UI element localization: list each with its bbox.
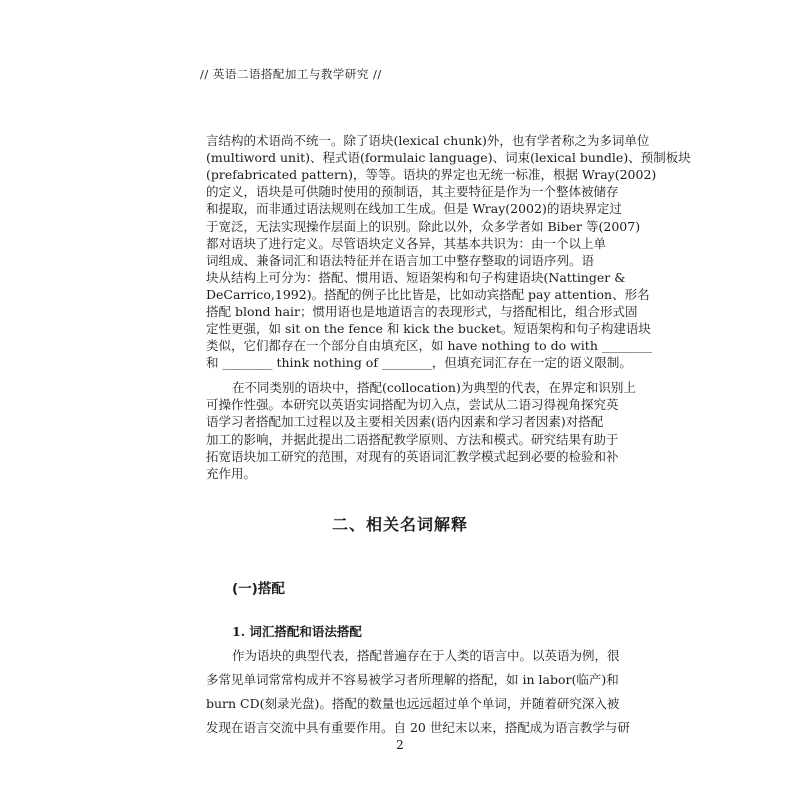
- paragraph-1-line: DeCarrico,1992)。搭配的例子比比皆是，比如动宾搭配 pay attention、形名: [206, 286, 650, 302]
- paragraph-1-line: 定性更强，如 sit on the fence 和 kick the bucket。短语架构和句子构建语块: [206, 321, 651, 337]
- paragraph-2-line: 充作用。: [206, 466, 257, 481]
- paragraph-1-line: 搭配 blond hair；惯用语也是地道语言的表现形式，与搭配相比，组合形式固: [206, 304, 638, 319]
- paragraph-1-line: 和提取，而非通过语法规则在线加工生成。但是 Wray(2002)的语块界定过: [206, 201, 622, 217]
- paragraph-1-line: 的定义，语块是可供随时使用的预制语，其主要特征是作为一个整体被储存: [206, 184, 619, 200]
- paragraph-1-line: 言结构的术语尚不统一。除了语块(lexical chunk)外，也有学者称之为多词单位: [206, 133, 650, 148]
- paragraph-2-line: 加工的影响，并据此提出二语搭配教学原则、方法和模式。研究结果有助于: [206, 431, 619, 447]
- paragraph-1-line: 和 ________ think nothing of ________，但填充词汇存在一定的语义限制。: [206, 355, 632, 371]
- paragraph-1-line: 都对语块了进行定义。尽管语块定义各异，其基本共识为：由一个以上单: [206, 235, 607, 251]
- paragraph-1-line: (multiword unit)、程式语(formulaic language)、词束(lexical bundle)、预制板块: [206, 150, 691, 166]
- paragraph-1-line: 词组成、兼备词汇和语法特征并在语言加工中整存整取的词语序列。语: [206, 252, 594, 268]
- paragraph-3-line: 发现在语言交流中具有重要作用。自 20 世纪末以来，搭配成为语言教学与研: [206, 720, 630, 735]
- paragraph-2-line: 语学习者搭配加工过程以及主要相关因素(语内因素和学习者因素)对搭配: [206, 414, 604, 430]
- paragraph-2-line: 可操作性强。本研究以英语实词搭配为切入点，尝试从二语习得视角探究英: [206, 397, 619, 413]
- running-header: // 英语二语搭配加工与教学研究 //: [200, 67, 382, 81]
- paragraph-3-line: 多常见单词常常构成并不容易被学习者所理解的搭配，如 in labor(临产)和: [206, 672, 619, 687]
- subsection-title: (一)搭配: [232, 581, 285, 597]
- paragraph-2-first-line: 在不同类别的语块中，搭配(collocation)为典型的代表，在界定和识别上: [232, 380, 636, 395]
- page-number: 2: [396, 738, 404, 752]
- section-title: 二、相关名词解释: [331, 515, 468, 534]
- paragraph-1-line: (prefabricated pattern)，等等。语块的界定也无统一标准，根据 Wray(2002): [206, 167, 657, 183]
- paragraph-3-line: 作为语块的典型代表，搭配普遍存在于人类的语言中。以英语为例，很: [232, 648, 620, 663]
- paragraph-2-line: 拓宽语块加工研究的范围，对现有的英语词汇教学模式起到必要的检验和补: [206, 448, 619, 464]
- paragraph-1-line: 于宽泛，无法实现操作层面上的识别。除此以外，众多学者如 Biber 等(2007): [206, 218, 641, 234]
- paragraph-3-line: burn CD(刻录光盘)。搭配的数量也远远超过单个单词，并随着研究深入被: [206, 696, 620, 711]
- subsubsection-title: 1. 词汇搭配和语法搭配: [232, 624, 362, 639]
- paragraph-1-line: 块从结构上可分为：搭配、惯用语、短语架构和句子构建语块(Nattinger &: [206, 269, 626, 285]
- paragraph-1-line: 类似，它们都存在一个部分自由填充区，如 have nothing to do with ________: [206, 338, 652, 354]
